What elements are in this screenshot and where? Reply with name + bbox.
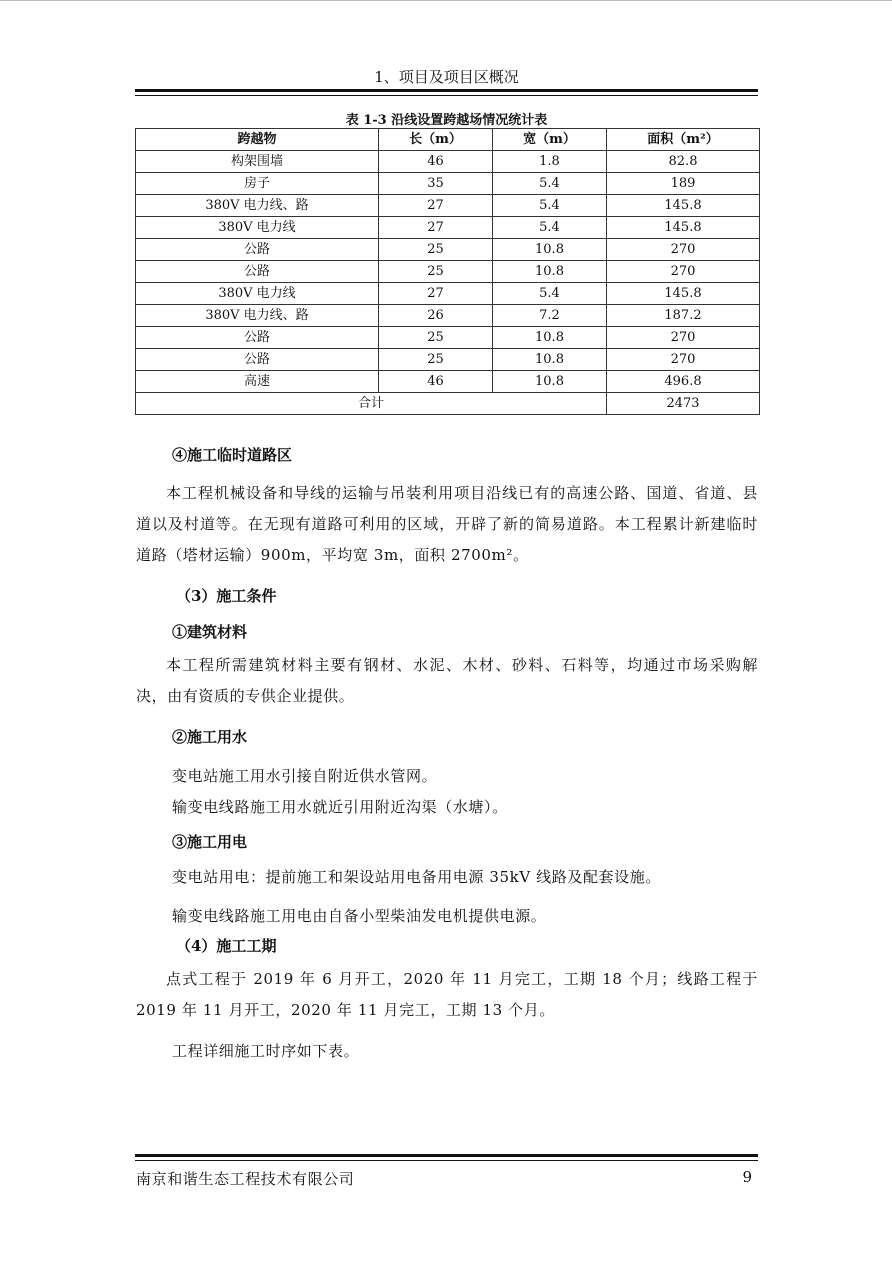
table-row <box>136 283 760 305</box>
table-cell: 46 <box>379 371 493 393</box>
table-caption: 表 1-3 沿线设置跨越场情况统计表 <box>345 113 548 128</box>
table-cell: 145.8 <box>607 283 760 305</box>
table-cell: 27 <box>379 217 493 239</box>
table-cell: 27 <box>379 283 493 305</box>
column-header: 长（m） <box>379 129 493 151</box>
period-heading: （4）施工工期 <box>176 937 277 955</box>
table-cell: 公路 <box>136 239 379 261</box>
table-cell: 35 <box>379 173 493 195</box>
table-cell: 270 <box>607 239 760 261</box>
table-row <box>136 217 760 239</box>
page-top-border <box>0 0 892 1</box>
period-paragraph <box>136 964 758 1026</box>
table-cell: 145.8 <box>607 217 760 239</box>
table-body <box>136 151 760 393</box>
table-cell: 270 <box>607 261 760 283</box>
table-cell: 380V 电力线 <box>136 217 379 239</box>
temp-road-heading: ④施工临时道路区 <box>172 446 293 464</box>
water-line-2: 输变电线路施工用水就近引用附近沟渠（水塘）。 <box>172 798 508 816</box>
table-cell: 270 <box>607 327 760 349</box>
water-line-1: 变电站施工用水引接自附近供水管网。 <box>172 767 438 785</box>
temp-road-paragraph <box>136 478 758 571</box>
column-header: 面积（m²） <box>607 129 760 151</box>
table-cell: 46 <box>379 151 493 173</box>
column-header: 宽（m） <box>493 129 607 151</box>
table-cell: 公路 <box>136 327 379 349</box>
power-line-1: 变电站用电：提前施工和架设站用电备用电源 35kV 线路及配套设施。 <box>172 868 661 886</box>
header-rule-thin <box>135 95 758 96</box>
table-cell: 25 <box>379 261 493 283</box>
table-cell: 189 <box>607 173 760 195</box>
crossing-table <box>135 128 760 415</box>
table-cell: 380V 电力线 <box>136 283 379 305</box>
conditions-heading: （3）施工条件 <box>176 587 277 605</box>
table-cell: 5.4 <box>493 173 607 195</box>
table-cell: 380V 电力线、路 <box>136 195 379 217</box>
materials-text: 本工程所需建筑材料主要有钢材、水泥、木材、砂料、石料等，均通过市场采购解决，由有资质的专供企业提供。 <box>136 656 758 705</box>
footer-rule-thin <box>135 1160 758 1161</box>
table-cell: 公路 <box>136 349 379 371</box>
table-cell: 10.8 <box>493 349 607 371</box>
table-row <box>136 151 760 173</box>
table-cell: 1.8 <box>493 151 607 173</box>
table-cell: 公路 <box>136 261 379 283</box>
table-cell: 5.4 <box>493 283 607 305</box>
header-rule-thick <box>135 89 758 92</box>
table-cell: 145.8 <box>607 195 760 217</box>
table-cell: 10.8 <box>493 261 607 283</box>
table-cell: 27 <box>379 195 493 217</box>
materials-paragraph <box>136 650 758 712</box>
column-header: 跨越物 <box>136 129 379 151</box>
table-row <box>136 195 760 217</box>
water-heading: ②施工用水 <box>172 728 248 746</box>
table-cell: 7.2 <box>493 305 607 327</box>
table-row <box>136 239 760 261</box>
running-header: 1、项目及项目区概况 <box>374 68 519 86</box>
table-cell: 5.4 <box>493 217 607 239</box>
table-row <box>136 261 760 283</box>
table-cell: 10.8 <box>493 239 607 261</box>
table-row <box>136 371 760 393</box>
total-label: 合计 <box>136 393 607 415</box>
table-row <box>136 327 760 349</box>
table-row <box>136 173 760 195</box>
table-cell: 25 <box>379 327 493 349</box>
footer-company: 南京和谐生态工程技术有限公司 <box>136 1170 355 1188</box>
table-cell: 26 <box>379 305 493 327</box>
page-number: 9 <box>742 1168 752 1186</box>
table-cell: 270 <box>607 349 760 371</box>
table-cell: 10.8 <box>493 327 607 349</box>
table-cell: 187.2 <box>607 305 760 327</box>
table-cell: 380V 电力线、路 <box>136 305 379 327</box>
temp-road-text: 本工程机械设备和导线的运输与吊装利用项目沿线已有的高速公路、国道、省道、县道以及村道等。在无现有道路可利用的区域，开辟了新的简易道路。本工程累计新建临时道路（塔材运输）900m，平均宽 3m，面积 2700m²。 <box>136 484 758 564</box>
table-header-row <box>136 129 760 151</box>
power-heading: ③施工用电 <box>172 833 248 851</box>
table-cell: 25 <box>379 349 493 371</box>
table-cell: 82.8 <box>607 151 760 173</box>
table-total-row <box>136 393 760 415</box>
schedule-line: 工程详细施工时序如下表。 <box>172 1042 360 1060</box>
table-row <box>136 305 760 327</box>
table-cell: 房子 <box>136 173 379 195</box>
table-cell: 25 <box>379 239 493 261</box>
power-line-2: 输变电线路施工用电由自备小型柴油发电机提供电源。 <box>172 907 547 925</box>
materials-heading: ①建筑材料 <box>172 623 248 641</box>
table-row <box>136 349 760 371</box>
table-cell: 496.8 <box>607 371 760 393</box>
table-cell: 高速 <box>136 371 379 393</box>
table-cell: 构架围墙 <box>136 151 379 173</box>
total-value: 2473 <box>607 393 760 415</box>
footer-rule-thick <box>135 1154 758 1157</box>
period-text: 点式工程于 2019 年 6 月开工，2020 年 11 月完工，工期 18 个月；线路工程于 2019 年 11 月开工，2020 年 11 月完工，工期 13 个月。 <box>136 970 758 1019</box>
table-cell: 5.4 <box>493 195 607 217</box>
table-cell: 10.8 <box>493 371 607 393</box>
